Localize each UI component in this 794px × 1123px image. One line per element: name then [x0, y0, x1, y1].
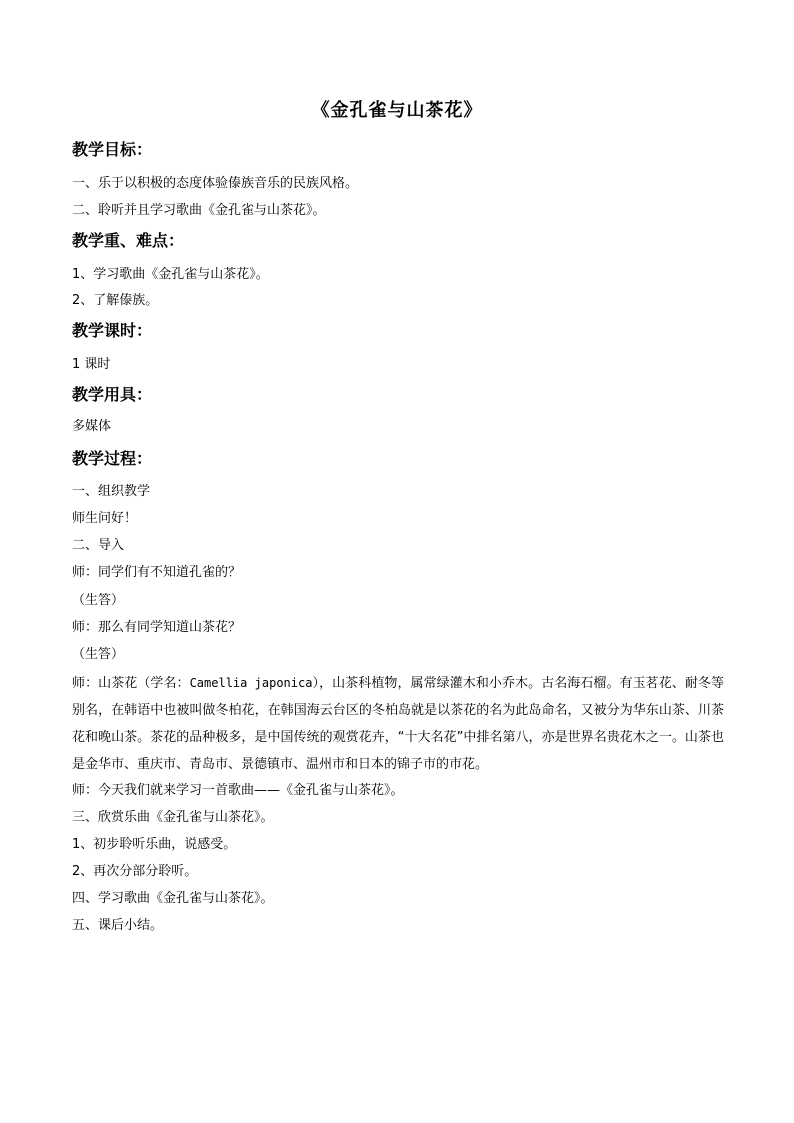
- process-line: 三、欣赏乐曲《金孔雀与山茶花》。: [72, 810, 274, 825]
- process-line: 一、组织教学: [72, 484, 151, 499]
- objectives-heading: 教学目标：: [72, 140, 153, 159]
- process-line: 二、导入: [72, 538, 125, 553]
- camellia-paragraph: [72, 670, 724, 778]
- key-points-heading: 教学重、难点：: [72, 231, 185, 250]
- process-heading: 教学过程：: [72, 449, 153, 468]
- document-title: 《金孔雀与山茶花》: [311, 100, 483, 121]
- process-line: 师生问好！: [72, 511, 138, 526]
- key-point-item: 2、了解傣族。: [72, 293, 159, 308]
- process-line: 2、再次分部分聆听。: [72, 864, 198, 879]
- latin-name: Camellia japonica: [189, 676, 313, 690]
- tools-value: 多媒体: [72, 419, 112, 434]
- process-line: 五、课后小结。: [72, 918, 164, 933]
- tools-heading: 教学用具：: [72, 385, 153, 404]
- objective-item: 二、聆听并且学习歌曲《金孔雀与山茶花》。: [72, 203, 326, 218]
- process-line: 师：那么有同学知道山茶花？: [72, 620, 242, 635]
- periods-value: 1 课时: [72, 357, 111, 372]
- key-point-item: 1、学习歌曲《金孔雀与山茶花》。: [72, 267, 269, 282]
- process-line: 师：今天我们就来学习一首歌曲——《金孔雀与山茶花》。: [72, 783, 404, 798]
- process-line: 四、学习歌曲《金孔雀与山茶花》。: [72, 891, 274, 906]
- periods-heading: 教学课时：: [72, 321, 153, 340]
- objective-item: 一、乐于以积极的态度体验傣族音乐的民族风格。: [72, 176, 359, 191]
- process-line: 师：同学们有不知道孔雀的？: [72, 565, 242, 580]
- process-line: （生答）: [72, 647, 125, 662]
- paragraph-prefix: 师：山茶花（学名：: [72, 676, 190, 691]
- process-line: （生答）: [72, 593, 125, 608]
- paragraph-suffix: ），山茶科植物，属常绿灌木和小乔木。古名海石榴。有玉茗花、耐冬等别名，在韩语中也被叫做冬柏花，在韩国海云台区的冬柏岛就是以茶花的名为此岛命名，又被分为华东山茶、川茶花和晚山茶。茶花的品种极多，是中国传统的观赏花卉，“十大名花”中排名第八，亦是世界名贵花木之一。山茶也是金华市、重庆市、青岛市、景德镇市、温州市和日本的锦子市的市花。: [72, 676, 724, 772]
- process-line: 1、初步聆听乐曲，说感受。: [72, 837, 237, 852]
